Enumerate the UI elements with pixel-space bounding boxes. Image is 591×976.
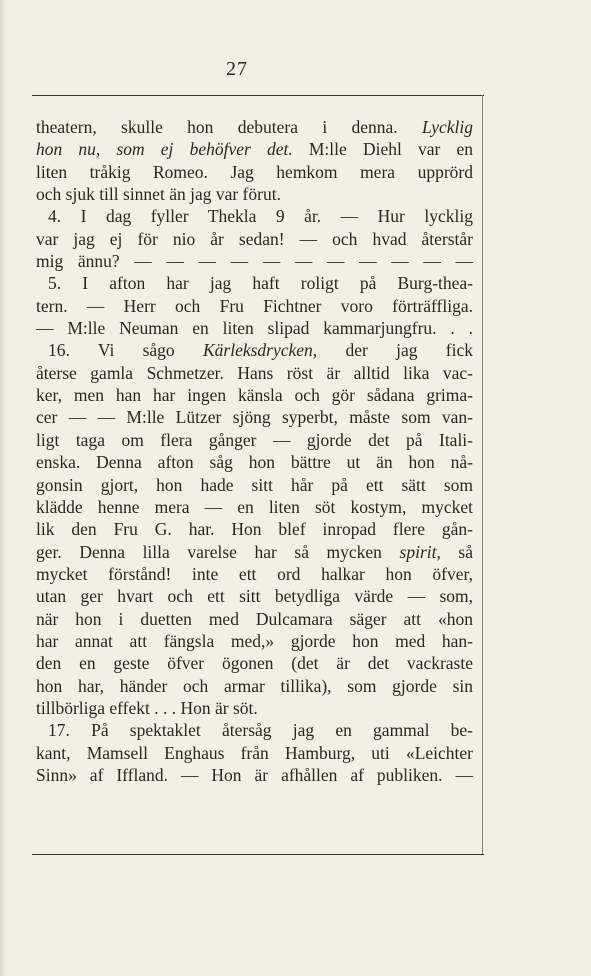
text-line bbox=[36, 518, 473, 540]
bottom-rule bbox=[32, 854, 484, 855]
text-line-content bbox=[36, 719, 473, 741]
text-run: ligt taga om flera gånger — gjorde det på Itali- bbox=[36, 429, 473, 450]
text-run: den en geste öfver ögonen (det är det vackraste bbox=[36, 653, 473, 674]
text-line-content bbox=[36, 474, 473, 496]
text-run: liten tråkig Romeo. Jag hemkom mera upprörd bbox=[36, 161, 473, 182]
text-line bbox=[36, 362, 473, 384]
text-line-content bbox=[36, 228, 473, 250]
text-line bbox=[36, 295, 473, 317]
text-line bbox=[36, 697, 473, 719]
text-run: utan ger hvart och ett sitt betydliga värde — som, bbox=[36, 586, 473, 607]
text-run: M:lle Diehl var en bbox=[292, 139, 473, 160]
text-run: och sjuk till sinnet än jag var förut. bbox=[36, 184, 281, 205]
text-line-content bbox=[36, 697, 473, 719]
italic-text: Lycklig bbox=[422, 117, 473, 137]
text-run: klädde henne mera — en liten söt kostym, mycket bbox=[36, 496, 473, 517]
text-line bbox=[36, 764, 473, 786]
text-line bbox=[36, 563, 473, 585]
text-run: lik den Fru G. har. Hon blef inropad flere gån- bbox=[36, 519, 473, 540]
text-line bbox=[36, 250, 473, 272]
text-run: der jag fick bbox=[317, 340, 473, 361]
text-line bbox=[36, 585, 473, 607]
top-rule bbox=[32, 95, 484, 96]
text-line-content bbox=[36, 429, 473, 451]
text-line-content bbox=[36, 742, 473, 764]
text-run: — M:lle Neuman en liten slipad kammarjungfru. . . bbox=[36, 318, 473, 339]
text-run: ger. Denna lilla varelse har så mycken bbox=[36, 541, 400, 562]
text-line bbox=[36, 541, 473, 563]
page-edge bbox=[0, 0, 6, 976]
text-run: var jag ej för nio år sedan! — och hvad återstår bbox=[36, 228, 473, 249]
text-run: har annat att fängsla med,» gjorde hon med han- bbox=[36, 630, 473, 651]
text-line-content bbox=[36, 250, 473, 272]
text-run: theatern, skulle hon debutera i denna. bbox=[36, 117, 422, 137]
text-line bbox=[36, 138, 473, 160]
text-run: när hon i duetten med Dulcamara säger att «hon bbox=[36, 608, 473, 629]
text-line-content bbox=[36, 406, 473, 428]
text-line bbox=[36, 630, 473, 652]
text-line bbox=[36, 384, 473, 406]
text-line bbox=[36, 742, 473, 764]
text-run: gonsin gjort, hon hade sitt hår på ett sätt som bbox=[36, 474, 473, 495]
text-line-content bbox=[36, 384, 473, 406]
text-line bbox=[36, 406, 473, 428]
text-line bbox=[36, 474, 473, 496]
italic-text: hon nu, som ej behöfver det. bbox=[36, 139, 293, 160]
text-line bbox=[36, 228, 473, 250]
right-rule bbox=[482, 95, 483, 855]
text-line bbox=[36, 339, 473, 361]
text-run: 5. I afton har jag haft roligt på Burg-thea- bbox=[48, 273, 473, 294]
text-line-content bbox=[36, 675, 473, 697]
text-line bbox=[36, 451, 473, 473]
text-line-content bbox=[36, 496, 473, 518]
text-line-content bbox=[36, 116, 473, 138]
text-line-content bbox=[36, 339, 473, 361]
text-line-content bbox=[36, 205, 473, 227]
body-text bbox=[36, 116, 473, 786]
text-line-content bbox=[36, 295, 473, 317]
text-line bbox=[36, 719, 473, 741]
text-line bbox=[36, 496, 473, 518]
text-line-content bbox=[36, 585, 473, 607]
text-line-content bbox=[36, 652, 473, 674]
text-line bbox=[36, 317, 473, 339]
text-line-content bbox=[36, 272, 473, 294]
text-line bbox=[36, 429, 473, 451]
text-run: 17. På spektaklet återsåg jag en gammal be- bbox=[48, 720, 473, 741]
text-run: så bbox=[440, 541, 474, 562]
text-line-content bbox=[36, 138, 473, 160]
text-run: enska. Denna afton såg hon bättre ut än hon nå- bbox=[36, 452, 473, 473]
text-line-content bbox=[36, 764, 473, 786]
text-run: hon har, händer och armar tillika), som gjorde sin bbox=[36, 675, 473, 696]
text-run: cer — — M:lle Lützer sjöng syperbt, måste som van- bbox=[36, 407, 473, 428]
text-line bbox=[36, 205, 473, 227]
text-line bbox=[36, 608, 473, 630]
text-run: återse gamla Schmetzer. Hans röst är alltid lika vac- bbox=[36, 362, 473, 383]
text-line bbox=[36, 183, 473, 205]
text-run: kant, Mamsell Enghaus från Hamburg, uti «Leichter bbox=[36, 742, 473, 763]
text-line bbox=[36, 116, 473, 138]
text-line-content bbox=[36, 183, 473, 205]
text-line-content bbox=[36, 451, 473, 473]
text-run: mycket förstånd! inte ett ord halkar hon öfver, bbox=[36, 563, 473, 584]
text-line-content bbox=[36, 563, 473, 585]
text-line bbox=[36, 161, 473, 183]
text-run: mig ännu? — — — — — — — — — — — bbox=[36, 251, 473, 272]
text-line-content bbox=[36, 541, 473, 563]
text-run: tern. — Herr och Fru Fichtner voro förträffliga. bbox=[36, 295, 473, 316]
text-run: Sinn» af Iffland. — Hon är afhållen af publiken. — bbox=[36, 764, 473, 785]
text-line-content bbox=[36, 362, 473, 384]
italic-text: spirit, bbox=[399, 541, 441, 562]
text-line-content bbox=[36, 608, 473, 630]
text-line-content bbox=[36, 161, 473, 183]
text-line bbox=[36, 675, 473, 697]
text-run: ker, men han har ingen känsla och gör sådana grima- bbox=[36, 385, 473, 406]
italic-text: Kärleksdrycken, bbox=[202, 340, 318, 361]
text-line-content bbox=[36, 317, 473, 339]
text-run: tillbörliga effekt . . . Hon är söt. bbox=[36, 697, 258, 718]
text-line-content bbox=[36, 630, 473, 652]
text-line-content bbox=[36, 518, 473, 540]
text-line bbox=[36, 272, 473, 294]
text-run: 4. I dag fyller Thekla 9 år. — Hur lycklig bbox=[48, 206, 473, 227]
page-number: 27 bbox=[226, 58, 248, 80]
text-line bbox=[36, 652, 473, 674]
text-run: 16. Vi sågo bbox=[48, 340, 203, 361]
